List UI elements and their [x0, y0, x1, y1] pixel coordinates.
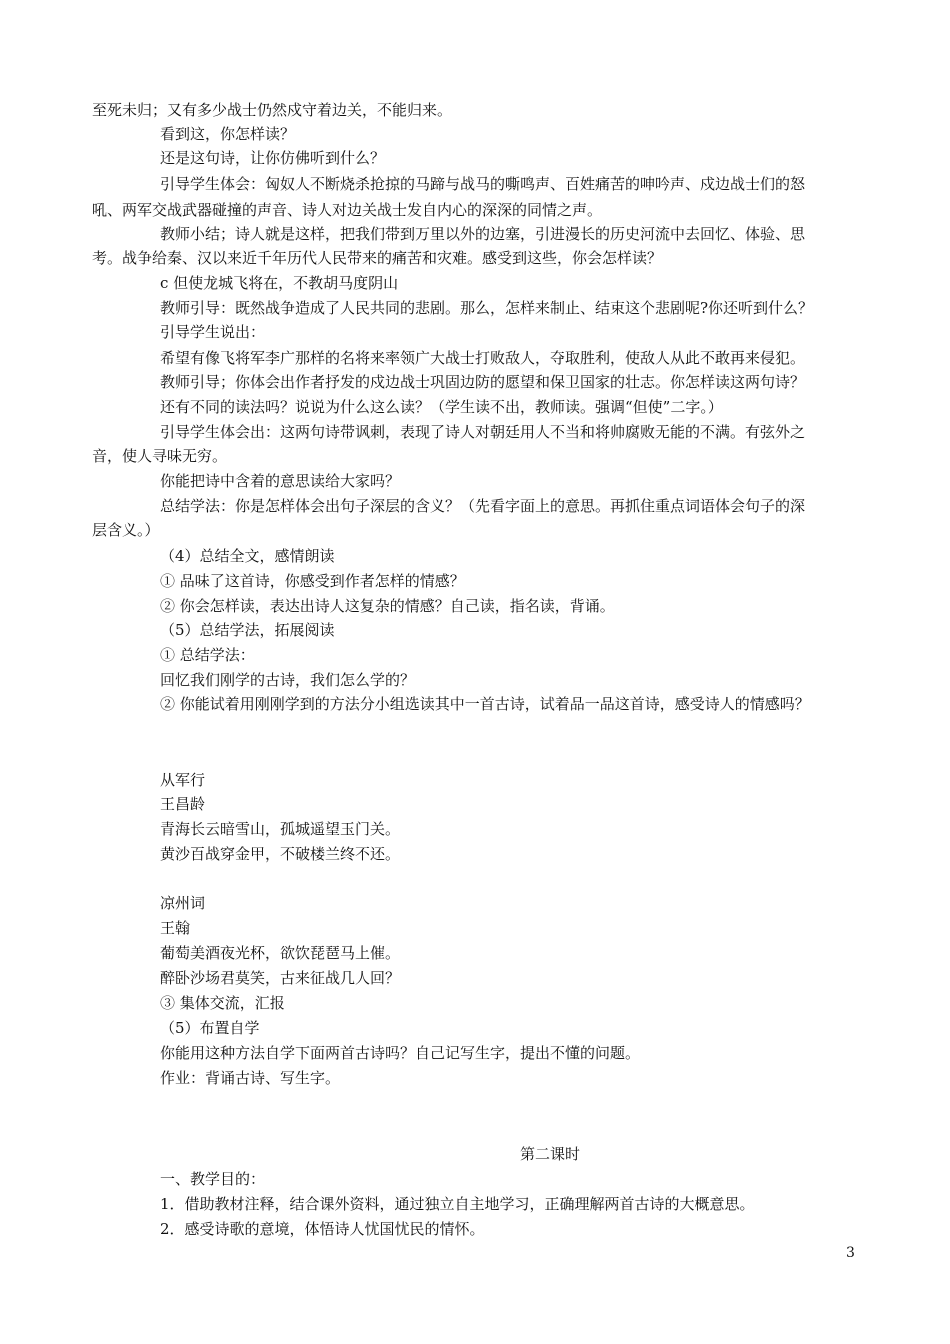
text-line: （5）布置自学	[160, 1019, 260, 1037]
text-line: 2．感受诗歌的意境，体悟诗人忧国忧民的情怀。	[160, 1220, 485, 1238]
text-line: 引导学生说出：	[160, 323, 266, 341]
text-line: （4）总结全文，感情朗读	[160, 547, 335, 565]
text-line: c 但使龙城飞将在，不教胡马度阴山	[160, 274, 399, 292]
text-line: 至死未归；又有多少战士仍然戍守着边关，不能归来。	[92, 101, 453, 119]
text-line: 引导学生体会出：这两句诗带讽刺，表现了诗人对朝廷用人不当和将帅腐败无能的不满。有弦外之	[160, 423, 806, 441]
text-line: 吼、两军交战武器碰撞的声音、诗人对边关战士发自内心的深深的同情之声。	[92, 201, 603, 219]
text-line: 引导学生体会：匈奴人不断烧杀抢掠的马蹄与战马的嘶鸣声、百姓痛苦的呻吟声、戍边战士们的怒	[160, 175, 806, 193]
section-heading: 第二课时	[519, 1145, 580, 1163]
text-line: 回忆我们刚学的古诗，我们怎么学的？	[160, 671, 416, 689]
text-line: 音，使人寻味无穷。	[92, 447, 228, 465]
text-line: 一、教学目的：	[160, 1170, 266, 1188]
text-line: 考。战争给秦、汉以来近千年历代人民带来的痛苦和灾难。感受到这些，你会怎样读？	[92, 249, 663, 267]
text-line: 1．借助教材注释，结合课外资料，通过独立自主地学习，正确理解两首古诗的大概意思。	[160, 1195, 755, 1213]
text-line: 教师小结；诗人就是这样，把我们带到万里以外的边塞，引进漫长的历史河流中去回忆、体验、思	[160, 225, 806, 243]
page-number: 3	[846, 1245, 855, 1261]
text-line: ① 品味了这首诗，你感受到作者怎样的情感？	[160, 572, 465, 590]
poem-line: 醉卧沙场君莫笑，古来征战几人回？	[160, 969, 401, 987]
poem-line: 黄沙百战穿金甲，不破楼兰终不还。	[160, 845, 401, 863]
text-line: ③ 集体交流，汇报	[160, 994, 285, 1012]
text-line: 教师引导：既然战争造成了人民共同的悲剧。那么，怎样来制止、结束这个悲剧呢?你还听到什么？	[160, 299, 814, 317]
text-line: 还是这句诗，让你仿佛听到什么？	[160, 149, 386, 167]
text-line: ① 总结学法：	[160, 646, 255, 664]
text-line: 希望有像飞将军李广那样的名将来率领广大战士打败敌人，夺取胜利，使敌人从此不敢再来侵犯。	[160, 349, 806, 367]
poem-author: 王昌龄	[160, 795, 206, 813]
text-line: 还有不同的读法吗？说说为什么这么读？（学生读不出，教师读。强调“但使”二字。）	[160, 398, 723, 416]
text-line: 教师引导；你体会出作者抒发的戍边战士巩固边防的愿望和保卫国家的壮志。你怎样读这两句诗？	[160, 373, 806, 391]
poem-line: 葡萄美酒夜光杯，欲饮琵琶马上催。	[160, 944, 401, 962]
text-line: 总结学法：你是怎样体会出句子深层的含义？（先看字面上的意思。再抓住重点词语体会句子的深	[160, 497, 806, 515]
text-line: 你能把诗中含着的意思读给大家吗？	[160, 472, 401, 490]
poem-title: 凉州词	[160, 894, 206, 912]
text-line: 作业：背诵古诗、写生字。	[160, 1069, 341, 1087]
text-line: 你能用这种方法自学下面两首古诗吗？自己记写生字，提出不懂的问题。	[160, 1044, 641, 1062]
poem-line: 青海长云暗雪山，孤城遥望玉门关。	[160, 820, 401, 838]
text-line: ② 你会怎样读，表达出诗人这复杂的情感？自己读，指名读，背诵。	[160, 597, 615, 615]
poem-title: 从军行	[160, 771, 206, 789]
text-line: 层含义。）	[92, 521, 160, 539]
text-line: （5）总结学法，拓展阅读	[160, 621, 335, 639]
poem-author: 王翰	[160, 919, 191, 937]
text-line: ② 你能试着用刚刚学到的方法分小组选读其中一首古诗，试着品一品这首诗，感受诗人的情感吗？	[160, 695, 810, 713]
text-line: 看到这，你怎样读？	[160, 125, 296, 143]
